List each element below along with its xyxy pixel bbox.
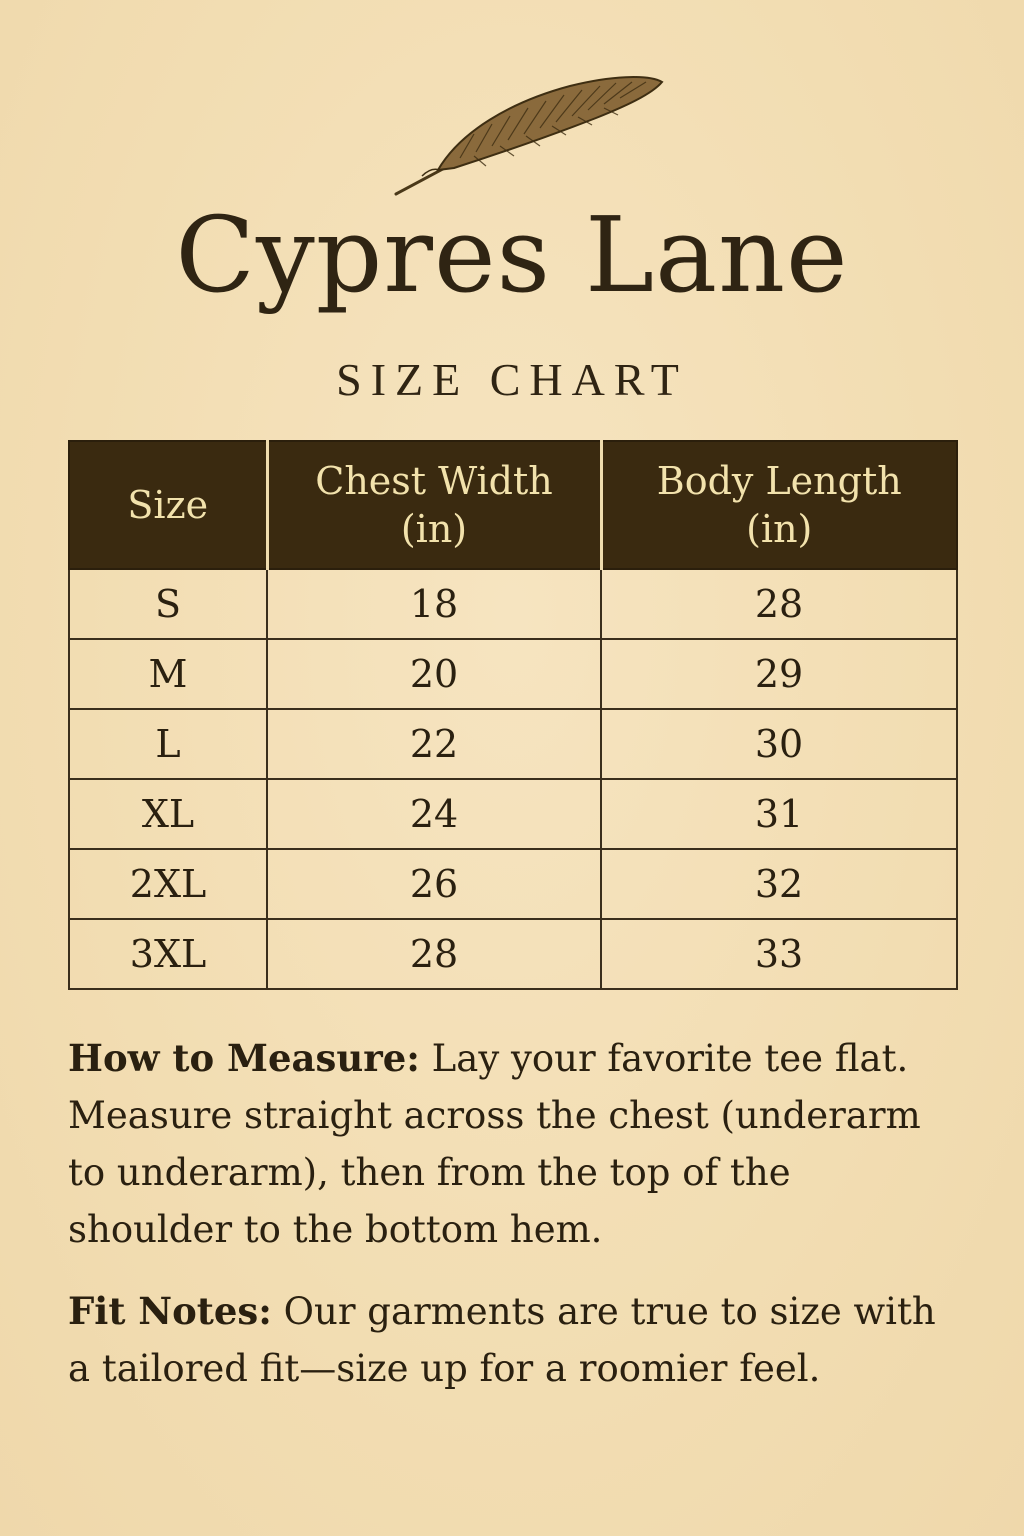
table-row bbox=[69, 569, 957, 639]
table-row bbox=[69, 709, 957, 779]
size-cell: XL bbox=[69, 779, 267, 849]
length-cell: 30 bbox=[601, 709, 957, 779]
header-body-length: Body Length (in) bbox=[601, 441, 957, 569]
chest-cell: 20 bbox=[267, 639, 601, 709]
length-cell: 31 bbox=[601, 779, 957, 849]
length-cell: 28 bbox=[601, 569, 957, 639]
header-size: Size bbox=[69, 441, 267, 569]
chest-cell: 24 bbox=[267, 779, 601, 849]
page-subtitle: SIZE CHART bbox=[336, 354, 688, 405]
how-to-measure-label: How to Measure: bbox=[68, 1036, 420, 1080]
length-cell: 32 bbox=[601, 849, 957, 919]
size-cell: L bbox=[69, 709, 267, 779]
fit-notes-text: Our garments are true to size with a tailored fit—size up for a roomier feel. bbox=[68, 1290, 936, 1390]
chest-cell: 26 bbox=[267, 849, 601, 919]
size-cell: M bbox=[69, 639, 267, 709]
size-cell: 2XL bbox=[69, 849, 267, 919]
length-cell: 29 bbox=[601, 639, 957, 709]
table-row bbox=[69, 919, 957, 989]
length-cell: 33 bbox=[601, 919, 957, 989]
how-to-measure-text: Lay your favorite tee flat. Measure straight across the chest (underarm to underarm), then from the top of the shoulder to the bottom hem. bbox=[68, 1037, 921, 1251]
size-table bbox=[68, 440, 958, 990]
feather-icon bbox=[390, 72, 670, 202]
chest-cell: 18 bbox=[267, 569, 601, 639]
fit-notes-label: Fit Notes: bbox=[68, 1289, 272, 1333]
table-header-row bbox=[69, 441, 957, 569]
fit-notes-paragraph bbox=[68, 1283, 968, 1397]
table-row bbox=[69, 779, 957, 849]
chest-cell: 22 bbox=[267, 709, 601, 779]
brand-title: Cypres Lane bbox=[175, 194, 849, 316]
header-chest-width: Chest Width (in) bbox=[267, 441, 601, 569]
size-cell: S bbox=[69, 569, 267, 639]
how-to-measure-paragraph bbox=[68, 1030, 948, 1258]
table-row bbox=[69, 639, 957, 709]
table-row bbox=[69, 849, 957, 919]
size-cell: 3XL bbox=[69, 919, 267, 989]
chest-cell: 28 bbox=[267, 919, 601, 989]
